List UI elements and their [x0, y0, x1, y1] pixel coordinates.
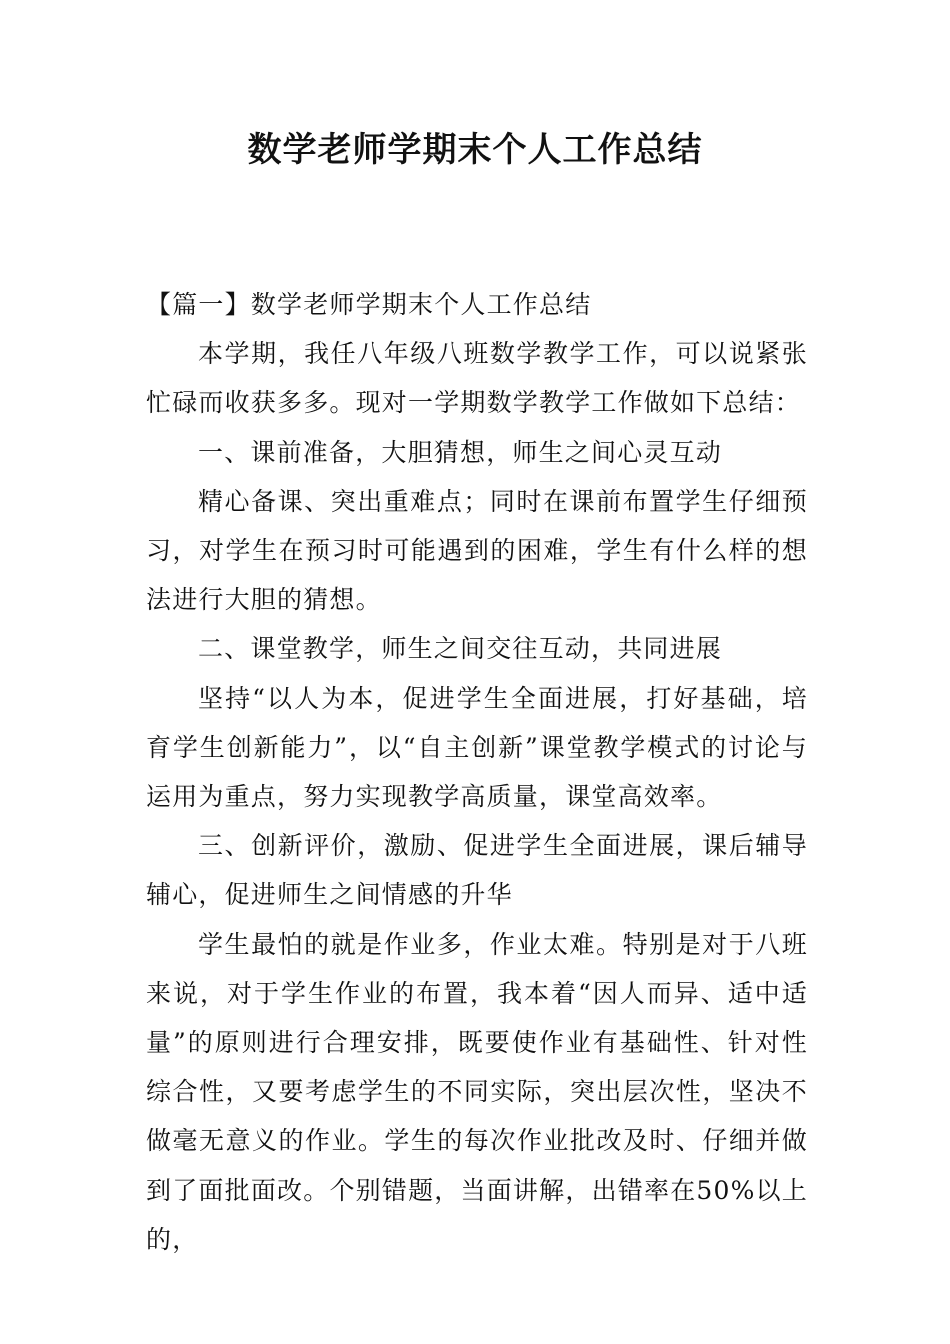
- paragraph-2: 坚持“以人为本，促进学生全面进展，打好基础，培育学生创新能力”，以“自主创新”课堂教学模式的讨论与运用为重点，努力实现教学高质量，课堂高效率。: [146, 683, 808, 812]
- paragraph-intro: 本学期，我任八年级八班数学教学工作，可以说紧张忙碌而收获多多。现对一学期数学教学工作做如下总结：: [146, 339, 808, 418]
- paragraph-3: 学生最怕的就是作业多，作业太难。特别是对于八班来说，对于学生作业的布置，我本着“因人而异、适中适量”的原则进行合理安排，既要使作业有基础性、针对性综合性，又要考虑学生的不同实际，突出层次性，坚决不做毫无意义的作业。学生的每次作业批改及时、仔细并做到了面批面改。个别错题，当面讲解，出错率在50%以上的，: [146, 929, 808, 1254]
- section-heading: 【篇一】数学老师学期末个人工作总结: [146, 290, 592, 319]
- subheading-3: 三、创新评价，激励、促进学生全面进展，课后辅导辅心，促进师生之间情感的升华: [146, 831, 808, 910]
- subheading-2: 二、课堂教学，师生之间交往互动，共同进展: [198, 634, 723, 664]
- subheading-1: 一、课前准备，大胆猜想，师生之间心灵互动: [198, 437, 723, 467]
- document-title: 数学老师学期末个人工作总结: [247, 130, 703, 170]
- paragraph-1: 精心备课、突出重难点；同时在课前布置学生仔细预习，对学生在预习时可能遇到的困难，学生有什么样的想法进行大胆的猜想。: [146, 486, 808, 615]
- document-body: [146, 280, 808, 1264]
